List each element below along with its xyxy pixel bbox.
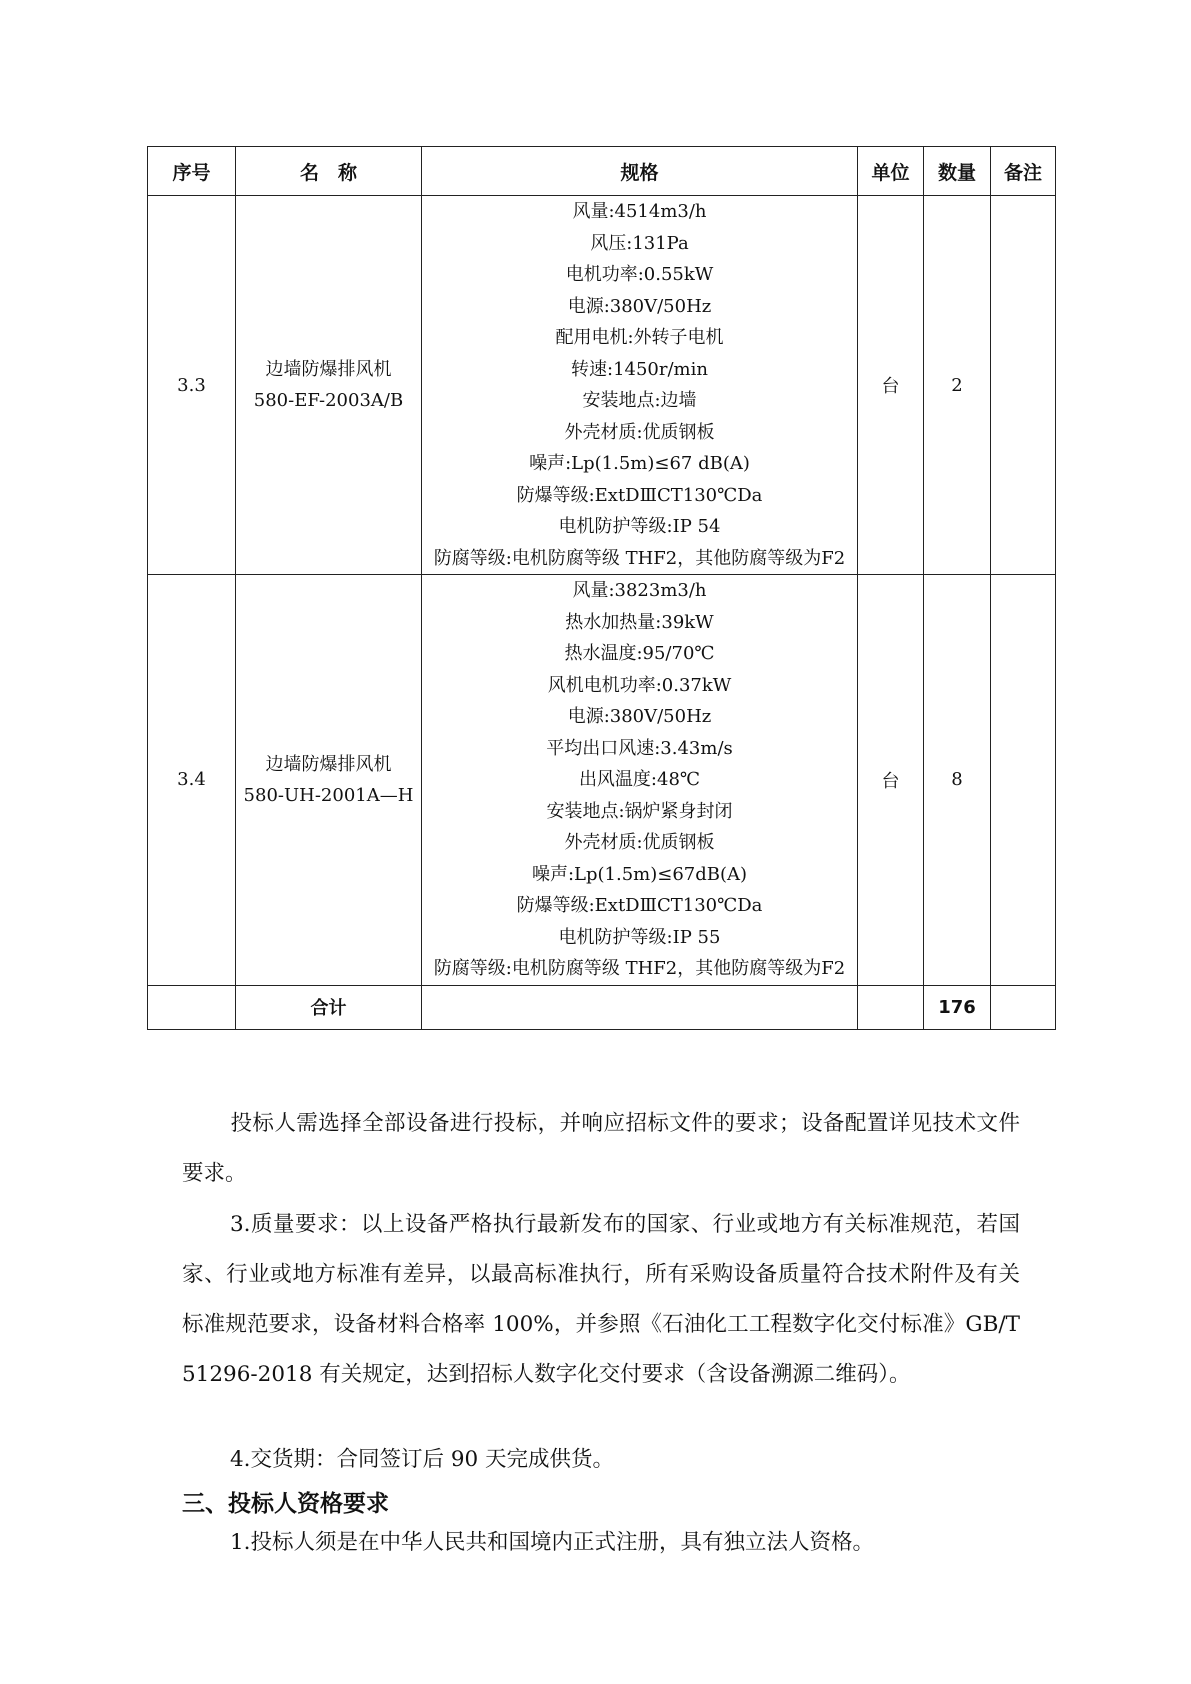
- spec-line: 热水温度:95/70℃: [564, 643, 715, 664]
- row-qty: 2: [924, 196, 991, 575]
- paragraph-text: 投标人需选择全部设备进行投标，并响应招标文件的要求；设备配置详见技术文件要求。: [182, 1111, 1020, 1186]
- row-name-line: 580-UH-2001A—H: [243, 784, 414, 806]
- row-name: [236, 196, 422, 575]
- paragraph-qualification: 1.投标人须是在中华人民共和国境内正式注册，具有独立法人资格。: [230, 1530, 875, 1555]
- spec-line: 电机防护等级:IP 55: [558, 926, 721, 948]
- spec-line: 转速:1450r/min: [571, 358, 708, 380]
- total-row: [148, 985, 1056, 1029]
- spec-line: 安装地点:边墙: [582, 390, 697, 411]
- paragraph-delivery: 4.交货期：合同签订后 90 天完成供货。: [230, 1447, 615, 1472]
- row-spec: [422, 196, 858, 575]
- spec-line: 出风温度:48℃: [578, 769, 701, 790]
- header-qty: 数量: [924, 147, 991, 196]
- spec-line: 防腐等级:电机防腐等级 THF2，其他防腐等级为F2: [433, 547, 846, 569]
- total-label: 合计: [236, 985, 422, 1029]
- row-name-line: 边墙防爆排风机: [265, 753, 392, 775]
- spec-line: 外壳材质:优质钢板: [564, 421, 715, 443]
- spec-line: 外壳材质:优质钢板: [564, 832, 715, 853]
- table-header-row: [148, 147, 1056, 196]
- row-unit: 台: [858, 196, 924, 575]
- spec-line: 噪声:Lp(1.5m)≤67 dB(A): [529, 453, 750, 474]
- paragraph-text: 3.质量要求：以上设备严格执行最新发布的国家、行业或地方有关标准规范，若国家、行业或地方标准有差异，以最高标准执行，所有采购设备质量符合技术附件及有关标准规范要求，设备材料合格率 100%，并参照《石油化工工程数字化交付标准》GB/T 51296-2018 有关规定，达到招标人数字化交付要求（含设备溯源二维码）。: [182, 1212, 1020, 1387]
- spec-line: 安装地点:锅炉紧身封闭: [546, 800, 733, 822]
- row-name: [236, 575, 422, 986]
- row-name-line: 边墙防爆排风机: [265, 359, 392, 380]
- spec-line: 风量:3823m3/h: [572, 580, 707, 601]
- spec-line: 防爆等级:ExtDⅢCT130℃Da: [516, 895, 763, 916]
- row-seq: 3.3: [148, 196, 236, 575]
- table-row: [148, 196, 1056, 575]
- row-seq: 3.4: [148, 575, 236, 986]
- equipment-table: [147, 146, 1056, 1030]
- header-seq: 序号: [148, 147, 236, 196]
- spec-line: 防腐等级:电机防腐等级 THF2，其他防腐等级为F2: [433, 958, 846, 979]
- spec-line: 风压:131Pa: [590, 232, 689, 254]
- paragraph-quality: [182, 1200, 1020, 1400]
- table-row: [148, 575, 1056, 986]
- total-remark: [991, 985, 1056, 1029]
- header-remark: 备注: [991, 147, 1056, 196]
- total-seq: [148, 985, 236, 1029]
- spec-line: 电机防护等级:IP 54: [558, 516, 721, 537]
- spec-line: 电源:380V/50Hz: [567, 295, 712, 317]
- spec-line: 配用电机:外转子电机: [555, 327, 724, 348]
- spec-line: 风量:4514m3/h: [572, 201, 707, 222]
- spec-line: 噪声:Lp(1.5m)≤67dB(A): [531, 863, 748, 885]
- spec-line: 热水加热量:39kW: [565, 611, 714, 633]
- row-remark: [991, 575, 1056, 986]
- row-name-line: 580-EF-2003A/B: [253, 390, 404, 411]
- spec-line: 平均出口风速:3.43m/s: [546, 737, 733, 759]
- header-spec: 规格: [422, 147, 858, 196]
- row-remark: [991, 196, 1056, 575]
- section-heading: 三、投标人资格要求: [182, 1491, 389, 1517]
- spec-line: 防爆等级:ExtDⅢCT130℃Da: [516, 484, 763, 506]
- header-unit: 单位: [858, 147, 924, 196]
- row-unit: 台: [858, 575, 924, 986]
- total-spec: [422, 985, 858, 1029]
- paragraph-bid-requirement: [182, 1099, 1020, 1199]
- row-qty: 8: [924, 575, 991, 986]
- total-unit: [858, 985, 924, 1029]
- total-qty: 176: [924, 985, 991, 1029]
- header-name: 名 称: [236, 147, 422, 196]
- spec-line: 风机电机功率:0.37kW: [547, 674, 732, 696]
- row-spec: [422, 575, 858, 986]
- spec-line: 电机功率:0.55kW: [565, 264, 714, 285]
- spec-line: 电源:380V/50Hz: [567, 706, 712, 727]
